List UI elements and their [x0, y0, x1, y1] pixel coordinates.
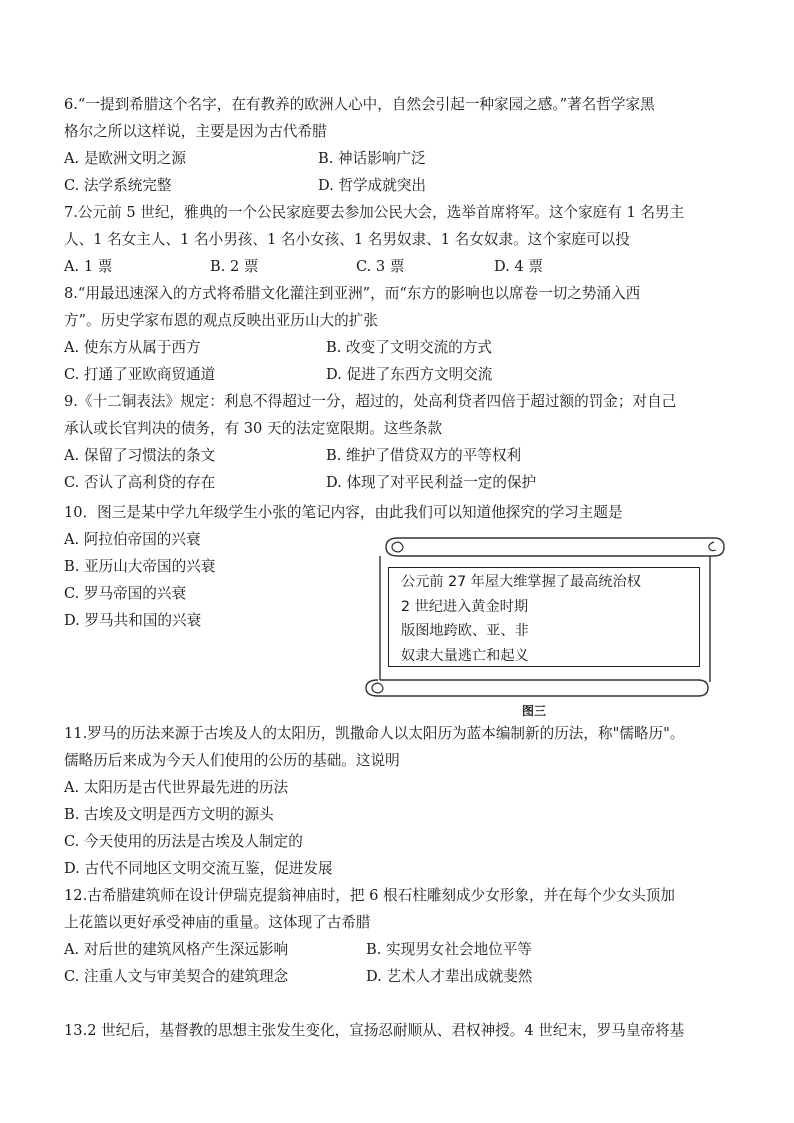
- option-d[interactable]: D. 4 票: [494, 258, 543, 275]
- question-stem: 儒略历后来成为今天人们使用的公历的基础。这说明: [64, 752, 400, 769]
- option-d[interactable]: D. 促进了东西方文明交流: [326, 366, 493, 383]
- figure-caption: 图三: [522, 704, 547, 718]
- option-b[interactable]: B. 维护了借贷双方的平等权利: [326, 447, 522, 464]
- option-b[interactable]: B. 改变了文明交流的方式: [326, 339, 492, 356]
- question-11: [64, 720, 740, 882]
- question-stem: 6.“一提到希腊这个名字，在有教养的欧洲人心中，自然会引起一种家园之感。”著名哲学家黑: [64, 96, 655, 113]
- question-6: [64, 91, 740, 199]
- question-7: [64, 199, 740, 280]
- question-stem: 13.2 世纪后，基督教的思想主张发生变化，宣扬忍耐顺从、君权神授。4 世纪末，罗马皇帝将基: [64, 1022, 685, 1039]
- question-8: [64, 280, 740, 388]
- option-b[interactable]: B. 2 票: [210, 258, 259, 275]
- question-stem: 上花篮以更好承受神庙的重量。这体现了古希腊: [64, 914, 371, 931]
- option-a[interactable]: A. 太阳历是古代世界最先进的历法: [64, 779, 289, 796]
- note-line: 2 世纪进入黄金时期: [401, 598, 529, 615]
- question-stem: 人、1 名女主人、1 名小男孩、1 名小女孩、1 名男奴隶、1 名女奴隶。这个家庭可以投: [64, 231, 630, 248]
- note-line: 奴隶大量逃亡和起义: [401, 647, 529, 664]
- scroll-note-figure: [358, 530, 728, 720]
- option-a[interactable]: A. 阿拉伯帝国的兴衰: [64, 531, 201, 548]
- question-stem: 8.“用最迅速深入的方式将希腊文化灌注到亚洲”，而“东方的影响也以席卷一切之势涌入西: [64, 285, 641, 302]
- note-line: 版图地跨欧、亚、非: [401, 623, 529, 639]
- question-stem: 格尔之所以这样说，主要是因为古代希腊: [64, 123, 327, 140]
- option-c[interactable]: C. 今天使用的历法是古埃及人制定的: [64, 833, 303, 850]
- question-9: [64, 388, 740, 496]
- option-row: [64, 172, 740, 199]
- option-a[interactable]: A. 保留了习惯法的条文: [64, 447, 216, 464]
- option-a[interactable]: A. 1 票: [64, 258, 113, 275]
- option-row: [64, 936, 740, 963]
- option-d[interactable]: D. 艺术人才辈出成就斐然: [366, 968, 533, 985]
- option-d[interactable]: D. 罗马共和国的兴衰: [64, 612, 202, 629]
- question-stem: 承认或长官判决的债务，有 30 天的法定宽限期。这些条款: [64, 420, 443, 437]
- option-d[interactable]: D. 古代不同地区文明交流互鉴，促进发展: [64, 860, 333, 877]
- question-stem: 12.古希腊建筑师在设计伊瑞克提翁神庙时，把 6 根石柱雕刻成少女形象，并在每个少女头顶加: [64, 887, 675, 904]
- option-c[interactable]: C. 否认了高利贷的存在: [64, 474, 216, 491]
- option-c[interactable]: C. 注重人文与审美契合的建筑理念: [64, 968, 289, 985]
- option-row: [64, 334, 740, 361]
- question-12: [64, 882, 740, 990]
- option-d[interactable]: D. 体现了对平民利益一定的保护: [326, 474, 537, 491]
- question-stem: 9.《十二铜表法》规定：利息不得超过一分，超过的，处高利贷者四倍于超过额的罚金；对自己: [64, 393, 677, 410]
- option-c[interactable]: C. 打通了亚欧商贸通道: [64, 366, 216, 383]
- option-d[interactable]: D. 哲学成就突出: [318, 177, 427, 194]
- note-line: 公元前 27 年屋大维掌握了最高统治权: [401, 574, 641, 590]
- option-b[interactable]: B. 实现男女社会地位平等: [366, 941, 532, 958]
- option-row: [64, 442, 740, 469]
- option-a[interactable]: A. 是欧洲文明之源: [64, 150, 186, 167]
- question-stem: 10．图三是某中学九年级学生小张的笔记内容，由此我们可以知道他探究的学习主题是: [64, 504, 623, 521]
- option-row: [64, 145, 740, 172]
- option-row: [64, 963, 740, 990]
- option-b[interactable]: B. 亚历山大帝国的兴衰: [64, 558, 216, 575]
- question-13: [64, 1017, 740, 1044]
- option-b[interactable]: B. 古埃及文明是西方文明的源头: [64, 806, 274, 823]
- option-c[interactable]: C. 3 票: [356, 258, 405, 275]
- option-a[interactable]: A. 对后世的建筑风格产生深远影响: [64, 941, 289, 958]
- option-b[interactable]: B. 神话影响广泛: [318, 150, 426, 167]
- option-a[interactable]: A. 使东方从属于西方: [64, 339, 201, 356]
- option-row: [64, 253, 740, 280]
- option-c[interactable]: C. 罗马帝国的兴衰: [64, 585, 187, 602]
- question-stem: 方”。历史学家布恩的观点反映出亚历山大的扩张: [64, 312, 378, 329]
- question-stem: 11.罗马的历法来源于古埃及人的太阳历，凯撒命人以太阳历为蓝本编制新的历法，称"儒略历"。: [64, 725, 685, 742]
- question-stem: 7.公元前 5 世纪，雅典的一个公民家庭要去参加公民大会，选举首席将军。这个家庭有 1 名男主: [64, 204, 685, 221]
- option-c[interactable]: C. 法学系统完整: [64, 177, 172, 194]
- note-box: [388, 567, 700, 667]
- option-row: [64, 361, 740, 388]
- option-row: [64, 469, 740, 496]
